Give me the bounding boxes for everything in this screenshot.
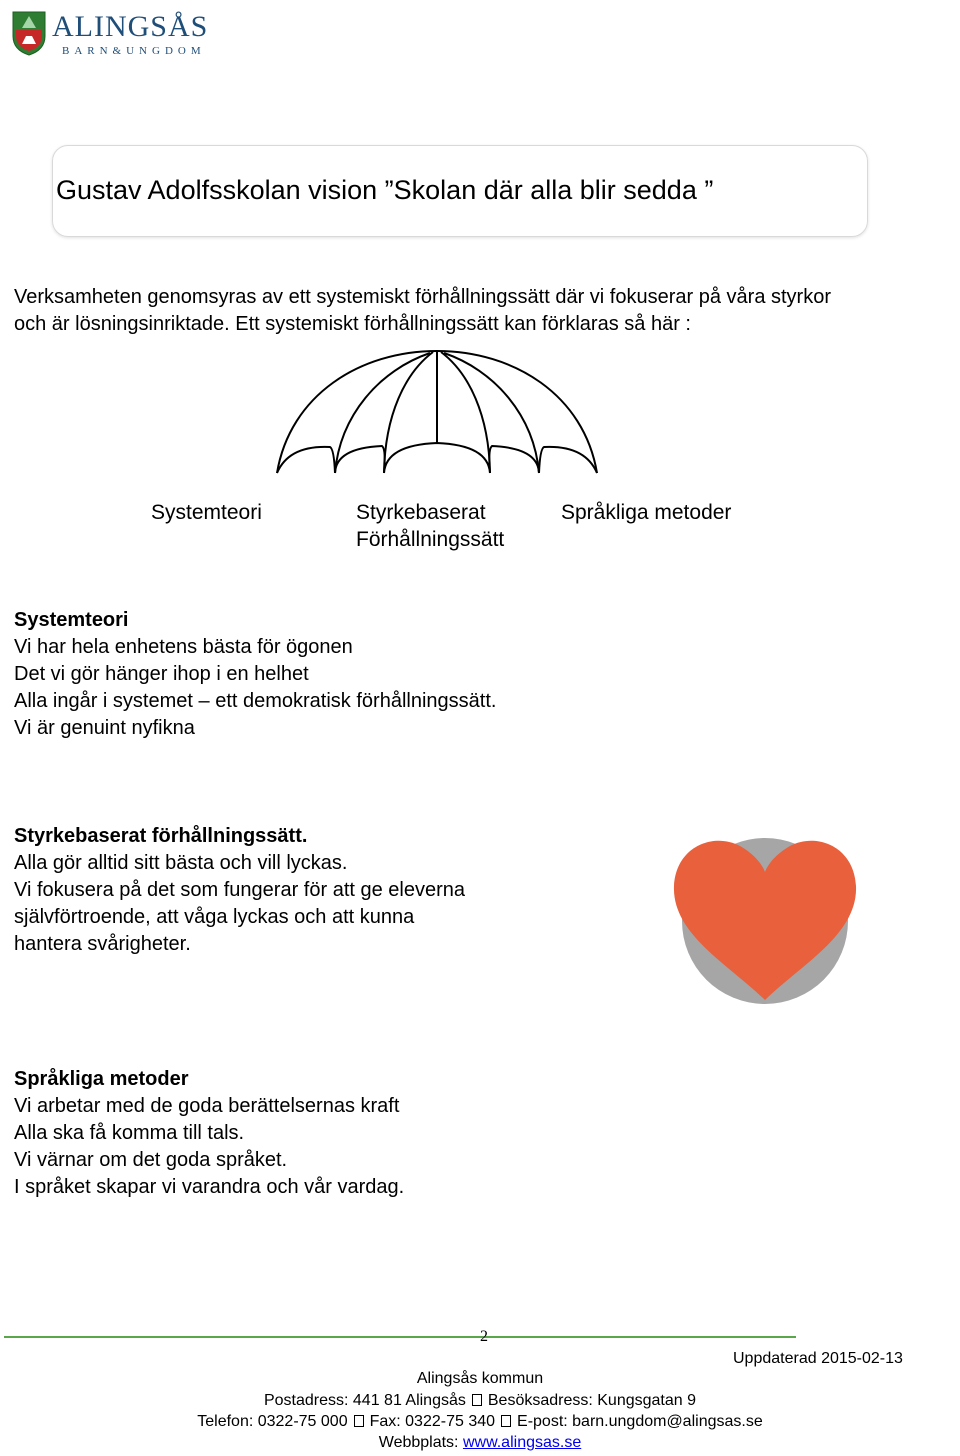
alingsas-logo bbox=[10, 8, 240, 56]
separator-icon bbox=[501, 1415, 511, 1427]
section-line: Vi är genuint nyfikna bbox=[14, 717, 195, 739]
footer-org: Alingsås kommun bbox=[416, 1370, 544, 1387]
umbrella-rib-4 bbox=[441, 352, 490, 473]
footer-postal: Postadress: 441 81 Alingsås bbox=[263, 1392, 466, 1409]
label-styrkebaserat-line-2: Förhållningssätt bbox=[356, 528, 505, 551]
page-number: 2 bbox=[480, 1328, 488, 1345]
alingsas-coat-of-arms-icon bbox=[10, 8, 48, 56]
logo-subtitle: BARN&UNGDOM bbox=[62, 45, 206, 57]
footer-web bbox=[0, 1434, 960, 1452]
section-line: Vi fokusera på det som fungerar för att ge eleverna bbox=[14, 879, 466, 901]
section-line: Alla ska få komma till tals. bbox=[14, 1122, 245, 1144]
page-title: Gustav Adolfsskolan vision ”Skolan där alla blir sedda ” bbox=[56, 175, 714, 205]
footer-fax: Fax: 0322-75 340 bbox=[369, 1413, 496, 1430]
section-heading: Styrkebaserat förhållningssätt. bbox=[14, 825, 308, 847]
footer-phone: Telefon: 0322-75 000 bbox=[197, 1413, 348, 1430]
updated-date: Uppdaterad 2015-02-13 bbox=[733, 1350, 903, 1367]
intro-text bbox=[14, 284, 831, 338]
umbrella-diagram bbox=[270, 345, 610, 485]
section-line: Vi värnar om det goda språket. bbox=[14, 1149, 288, 1171]
umbrella-rib-5 bbox=[444, 353, 539, 473]
section-line: hantera svårigheter. bbox=[14, 933, 191, 955]
umbrella-rib-1 bbox=[335, 353, 430, 473]
section-heading: Systemteori bbox=[14, 609, 129, 631]
section-line: självförtroende, att våga lyckas och att kunna bbox=[14, 906, 415, 928]
footer-contact bbox=[0, 1413, 960, 1431]
logo-name: ALINGSÅS bbox=[52, 10, 209, 43]
section-systemteori bbox=[14, 607, 496, 742]
label-systemteori: Systemteori bbox=[151, 501, 262, 524]
intro-line-2: och är lösningsinriktade. Ett systemiskt förhållningssätt kan förklaras så här : bbox=[14, 313, 691, 335]
section-line: Det vi gör hänger ihop i en helhet bbox=[14, 663, 309, 685]
label-styrkebaserat bbox=[356, 499, 504, 553]
section-line: I språket skapar vi varandra och vår vardag. bbox=[14, 1176, 405, 1198]
section-heading: Språkliga metoder bbox=[14, 1068, 189, 1090]
section-line: Alla gör alltid sitt bästa och vill lyckas. bbox=[14, 852, 348, 874]
separator-icon bbox=[472, 1394, 482, 1406]
section-sprakliga-metoder bbox=[14, 1066, 404, 1201]
footer-address bbox=[0, 1392, 960, 1410]
umbrella-scallops bbox=[277, 443, 597, 473]
footer-web-label: Webbplats: bbox=[378, 1434, 463, 1451]
heart-icon bbox=[668, 824, 864, 1006]
label-styrkebaserat-line-1: Styrkebaserat bbox=[356, 501, 486, 524]
separator-icon bbox=[354, 1415, 364, 1427]
section-line: Vi har hela enhetens bästa för ögonen bbox=[14, 636, 353, 658]
section-line: Vi arbetar med de goda berättelsernas kraft bbox=[14, 1095, 400, 1117]
label-sprakliga-metoder: Språkliga metoder bbox=[561, 501, 732, 524]
footer-email: E-post: barn.ungdom@alingsas.se bbox=[517, 1413, 763, 1430]
intro-line-1: Verksamheten genomsyras av ett systemiskt förhållningssätt där vi fokuserar på våra styrkor bbox=[14, 286, 832, 308]
section-line: Alla ingår i systemet – ett demokratisk förhållningssätt. bbox=[14, 690, 497, 712]
umbrella-rib-2 bbox=[384, 352, 433, 473]
footer-visit: Besöksadress: Kungsgatan 9 bbox=[487, 1392, 697, 1409]
section-styrkebaserat bbox=[14, 823, 465, 958]
website-link[interactable]: www.alingsas.se bbox=[462, 1434, 582, 1451]
footer-divider bbox=[4, 1336, 796, 1338]
